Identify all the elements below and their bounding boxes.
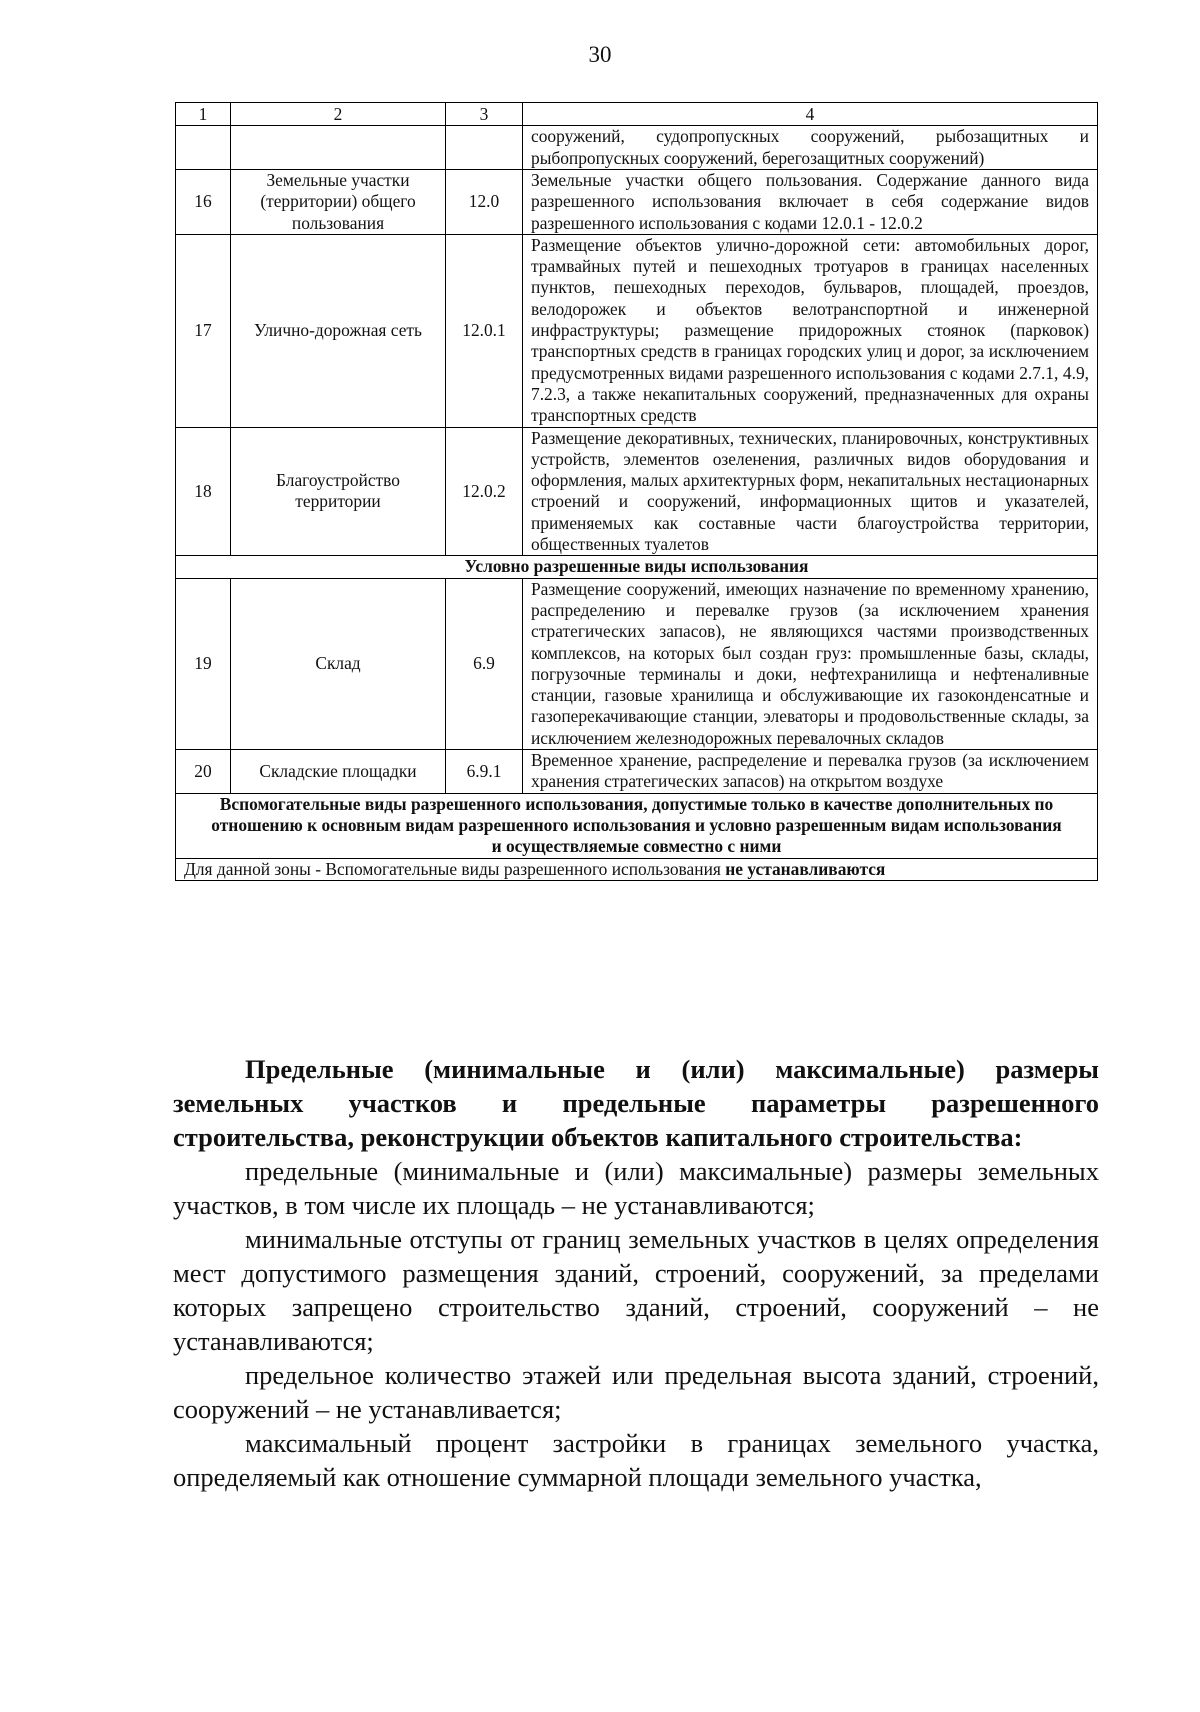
row-name: Складские площадки [231, 750, 446, 794]
auxiliary-note-prefix: Для данной зоны - Вспомогательные виды разрешенного использования [184, 858, 726, 879]
row-code: 12.0.2 [446, 427, 523, 556]
auxiliary-note [176, 858, 1098, 880]
auxiliary-heading: Вспомогательные виды разрешенного использования, допустимые только в качестве дополнительных по отношению к основным видам разрешенного использования и условно разрешенным видам использования и осуществляемые совместно с ними [176, 793, 1098, 858]
paragraph: максимальный процент застройки в границах земельного участка, определяемый как отношение суммарной площади земельного участка, [173, 1428, 1099, 1492]
row-number: 19 [176, 578, 231, 749]
section-heading-last-line: строительства, реконструкции объектов капитального строительства: [173, 1122, 1023, 1152]
table-row [176, 126, 1098, 170]
conditional-heading: Условно разрешенные виды использования [176, 556, 1098, 578]
row-description: Размещение объектов улично-дорожной сети: автомобильных дорог, трамвайных путей и пешеходных тротуаров в границах населенных пунктов, пешеходных переходов, бульваров, площадей, проездов, велодорожек и объектов велотранспортной и инженерной инфраструктуры; размещение придорожных стоянок (парковок) транспортных средств в границах городских улиц и дорог, за исключением предусмотренных видами разрешенного использования с кодами 2.7.1, 4.9, 7.2.3, а также некапитальных сооружений, предназначенных для охраны транспортных средств [523, 234, 1098, 427]
table-row [176, 750, 1098, 794]
paragraph: предельное количество этажей или предельная высота зданий, строений, сооружений – не устанавливается; [173, 1360, 1099, 1424]
row-number: 18 [176, 427, 231, 556]
row-name: Склад [231, 578, 446, 749]
row-number: 16 [176, 170, 231, 235]
row-name: Улично-дорожная сеть [231, 234, 446, 427]
row-name: Благоустройство территории [231, 427, 446, 556]
paragraph: минимальные отступы от границ земельных участков в целях определения мест допустимого размещения зданий, строений, сооружений, за пределами которых запрещено строительство зданий, строений, сооружений – не устанавливаются; [173, 1224, 1099, 1356]
table-row [176, 234, 1098, 427]
conditional-section-row [176, 556, 1098, 578]
row-name [231, 126, 446, 170]
row-name: Земельные участки (территории) общего пользования [231, 170, 446, 235]
paragraph: предельные (минимальные и (или) максимальные) размеры земельных участков, в том числе их площадь – не устанавливаются; [173, 1156, 1099, 1220]
auxiliary-note-row [176, 858, 1098, 880]
header-col-3: 3 [446, 103, 523, 126]
row-description: Размещение декоративных, технических, планировочных, конструктивных устройств, элементов озеленения, различных видов оборудования и оформления, малых архитектурных форм, некапитальных нестационарных строений и сооружений, информационных щитов и указателей, применяемых как составные части благоустройства территории, общественных туалетов [523, 427, 1098, 556]
row-code: 12.0 [446, 170, 523, 235]
row-code: 6.9.1 [446, 750, 523, 794]
row-number: 17 [176, 234, 231, 427]
row-description: Размещение сооружений, имеющих назначение по временному хранению, распределению и перевалке грузов (за исключением хранения стратегических запасов), не являющихся частями производственных комплексов, на которых был создан груз: промышленные базы, склады, погрузочные терминалы и доки, нефтехранилища и нефтеналивные станции, газовые хранилища и обслуживающие их газоконденсатные и газоперекачивающие станции, элеваторы и продовольственные склады, за исключением железнодорожных перевалочных складов [523, 578, 1098, 749]
auxiliary-section-row [176, 793, 1098, 858]
page-number: 30 [588, 42, 612, 67]
row-code [446, 126, 523, 170]
table-row [176, 427, 1098, 556]
header-col-2: 2 [231, 103, 446, 126]
row-description: сооружений, судопропускных сооружений, рыбозащитных и рыбопропускных сооружений, берегозащитных сооружений) [523, 126, 1098, 170]
section-heading: Предельные (минимальные и (или) максимальные) размеры земельных участков и предельные параметры разрешенного [173, 1054, 1099, 1118]
table-row [176, 578, 1098, 749]
row-number [176, 126, 231, 170]
row-description: Земельные участки общего пользования. Содержание данного вида разрешенного использования включает в себя содержание видов разрешенного использования с кодами 12.0.1 - 12.0.2 [523, 170, 1098, 235]
table-header-row [176, 103, 1098, 126]
land-use-table [175, 102, 1098, 881]
table-row [176, 170, 1098, 235]
row-code: 6.9 [446, 578, 523, 749]
row-number: 20 [176, 750, 231, 794]
auxiliary-note-bold: не устанавливаются [725, 858, 886, 879]
body-text [173, 1052, 1099, 1494]
header-col-1: 1 [176, 103, 231, 126]
header-col-4: 4 [523, 103, 1098, 126]
row-code: 12.0.1 [446, 234, 523, 427]
row-description: Временное хранение, распределение и перевалка грузов (за исключением хранения стратегических запасов) на открытом воздухе [523, 750, 1098, 794]
